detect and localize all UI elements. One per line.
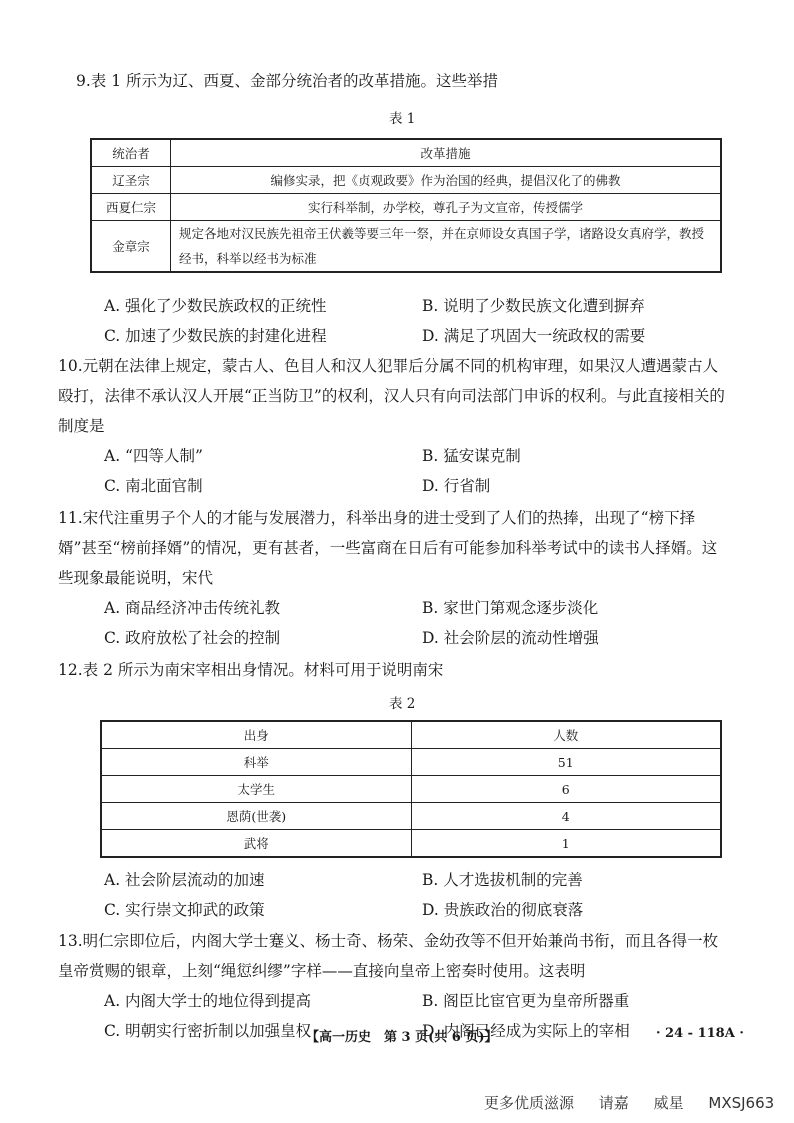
option-a[interactable]: A. 强化了少数民族政权的正统性 <box>104 297 327 315</box>
option-d[interactable]: D. 行省制 <box>422 477 491 495</box>
table-2-cell: 科举 <box>101 749 411 776</box>
table-1-cell: 西夏仁宗 <box>91 193 171 220</box>
option-d[interactable]: D. 贵族政治的彻底衰落 <box>422 901 584 919</box>
table-2-cell: 6 <box>411 776 721 803</box>
option-d[interactable]: D. 内阁已经成为实际上的宰相 <box>422 1022 630 1040</box>
bottom-text: 更多优质滋源 <box>484 1094 575 1112</box>
option-d[interactable]: D. 社会阶层的流动性增强 <box>422 629 599 647</box>
table-2 <box>100 720 722 858</box>
table-2-cell: 1 <box>411 830 721 858</box>
option-c[interactable]: C. 政府放松了社会的控制 <box>104 629 281 647</box>
option-a[interactable]: A. 社会阶层流动的加速 <box>104 871 265 889</box>
table-1-header-ruler: 统治者 <box>91 139 171 166</box>
table-1-cell: 编修实录，把《贞观政要》作为治国的经典，提倡汉化了的佛教 <box>171 166 722 193</box>
table-1-cell: 辽圣宗 <box>91 166 171 193</box>
option-c[interactable]: C. 加速了少数民族的封建化进程 <box>104 327 327 345</box>
option-b[interactable]: B. 说明了少数民族文化遭到摒弃 <box>422 297 645 315</box>
option-d[interactable]: D. 满足了巩固大一统政权的需要 <box>422 327 646 345</box>
table-1-cell: 实行科举制，办学校，尊孔子为文宣帝，传授儒学 <box>171 193 722 220</box>
option-b[interactable]: B. 人才选拔机制的完善 <box>422 871 583 889</box>
table-2-cell: 恩荫(世袭) <box>101 803 411 830</box>
option-c[interactable]: C. 南北面官制 <box>104 477 203 495</box>
question-11-stem: 11.宋代注重男子个人的才能与发展潜力，科举出身的进士受到了人们的热捧，出现了“榜下择婿”甚至“榜前择婿”的情况，更有甚者，一些富商在日后有可能参加科举考试中的读书人择婿。这些现象最能说明，宋代 <box>58 509 718 587</box>
bottom-watermark-line <box>484 1092 774 1113</box>
question-12-options <box>76 865 728 925</box>
bottom-text: 威星 <box>653 1094 684 1112</box>
table-1-cell: 金章宗 <box>91 220 171 272</box>
table-1-header-measures: 改革措施 <box>171 139 722 166</box>
question-9-stem: 9.表 1 所示为辽、西夏、金部分统治者的改革措施。这些举措 <box>76 72 499 90</box>
option-a[interactable]: A. 内阁大学士的地位得到提高 <box>104 992 312 1010</box>
footer-page-info: 【高一历史 第 3 页(共 6 页)】 <box>306 1030 498 1045</box>
question-10-stem: 10.元朝在法律上规定，蒙古人、色目人和汉人犯罪后分属不同的机构审理，如果汉人遭遇蒙古人殴打，法律不承认汉人开展“正当防卫”的权利，汉人只有向司法部门申诉的权利。与此直接相关的制度是 <box>58 357 725 435</box>
question-9-options <box>76 291 728 351</box>
question-13-stem: 13.明仁宗即位后，内阁大学士蹇义、杨士奇、杨荣、金幼孜等不但开始兼尚书衔，而且各得一枚皇帝赏赐的银章，上刻“绳愆纠缪”字样——直接向皇帝上密奏时使用。这表明 <box>58 932 719 980</box>
table-2-cell: 4 <box>411 803 721 830</box>
table-1-cell: 规定各地对汉民族先祖帝王伏羲等要三年一祭，并在京师设女真国子学，诸路设女真府学，教授经书，科举以经书为标准 <box>171 220 722 272</box>
question-12-stem: 12.表 2 所示为南宋宰相出身情况。材料可用于说明南宋 <box>58 661 444 679</box>
question-12 <box>58 655 728 685</box>
option-c[interactable]: C. 明朝实行密折制以加强皇权 <box>104 1022 312 1040</box>
question-11 <box>58 503 728 653</box>
table-2-cell: 51 <box>411 749 721 776</box>
table-2-caption: 表 2 <box>389 696 416 712</box>
option-a[interactable]: A. “四等人制” <box>104 447 203 465</box>
table-1-caption: 表 1 <box>389 111 416 127</box>
table-2-header-origin: 出身 <box>101 721 411 749</box>
option-c[interactable]: C. 实行崇文抑武的政策 <box>104 901 265 919</box>
bottom-text: MXSJ663 <box>708 1094 775 1112</box>
table-1 <box>90 138 722 273</box>
question-10 <box>58 351 728 501</box>
option-a[interactable]: A. 商品经济冲击传统礼教 <box>104 599 281 617</box>
option-b[interactable]: B. 阁臣比宦官更为皇帝所器重 <box>422 992 630 1010</box>
bottom-text: 请嘉 <box>598 1094 629 1112</box>
option-b[interactable]: B. 猛安谋克制 <box>422 447 521 465</box>
table-2-header-count: 人数 <box>411 721 721 749</box>
question-9 <box>76 66 728 96</box>
option-b[interactable]: B. 家世门第观念逐步淡化 <box>422 599 599 617</box>
table-2-cell: 太学生 <box>101 776 411 803</box>
table-2-cell: 武将 <box>101 830 411 858</box>
footer-code: · 24 - 118A · <box>656 1026 744 1041</box>
